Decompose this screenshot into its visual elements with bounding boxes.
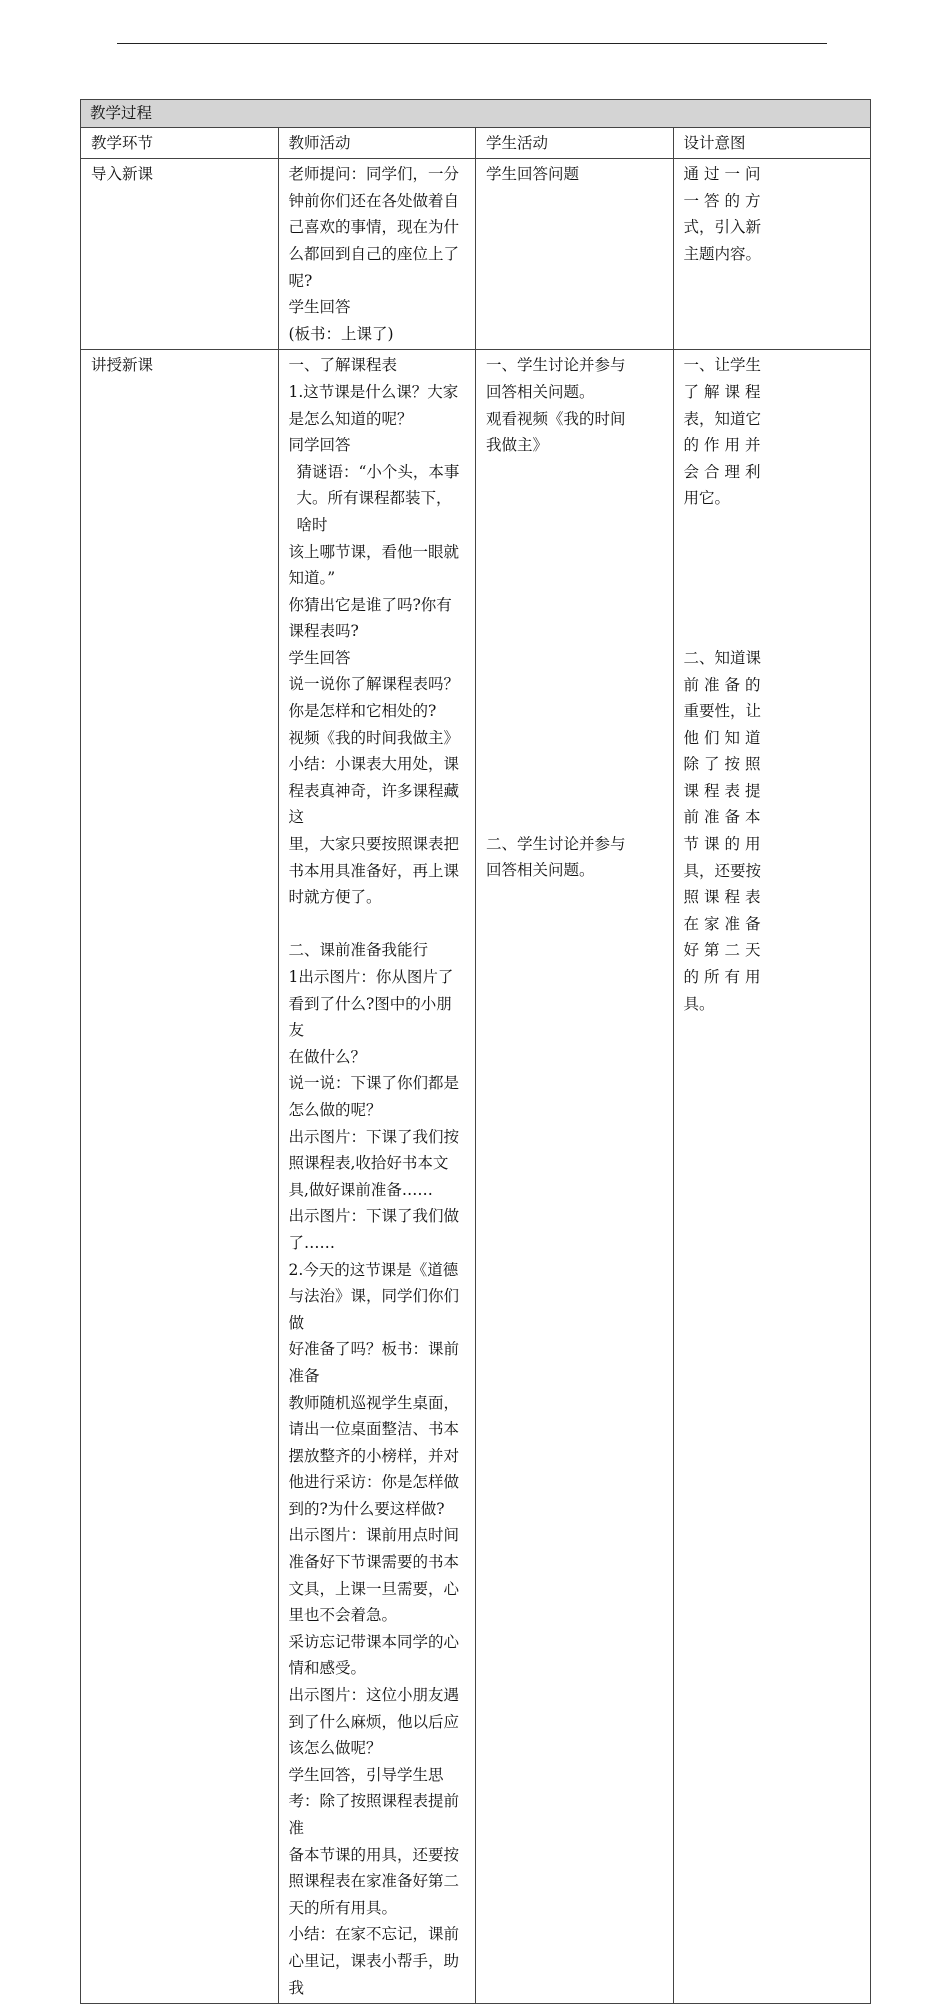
text-line: 文具，上课一旦需要，心里也不会着急。	[288, 1579, 460, 1625]
text-line: 具,做好课前准备……	[288, 1180, 433, 1199]
section-title: 教学过程	[81, 100, 871, 128]
text-line: 观看视频《我的时间	[486, 409, 626, 428]
text-line: 学生回答	[288, 648, 351, 667]
text-line: 我做主》	[486, 436, 549, 455]
text-line: 呢?	[288, 271, 313, 290]
text-line: 式，引入新	[683, 218, 762, 237]
text-line: 回答相关问题。	[486, 861, 595, 880]
text-line: 好准备了吗？板书：课前准备	[288, 1340, 460, 1385]
text-line: 备本节课的用具，还要按照课程表在家准备好第二	[288, 1845, 460, 1891]
text-line: 一、学生讨论并参与	[486, 356, 626, 375]
text-line: 出示图片：课前用点时间准备好下节课需要的书本	[288, 1526, 460, 1572]
text-line: 摆放整齐的小榜样，并对他进行采访：你是怎样做	[288, 1446, 460, 1492]
table-header-row	[81, 127, 871, 159]
text-line: 用它。	[683, 489, 731, 508]
table-row-intro	[81, 159, 871, 350]
text-line: 的作用并	[683, 436, 766, 455]
text-line: 好第二天	[683, 941, 766, 960]
stage-new-lesson: 讲授新课	[81, 350, 279, 2004]
text-line: 二、知道课	[683, 648, 762, 667]
text-line: 说一说：下课了你们都是怎么做的呢？	[288, 1074, 460, 1119]
header-stage: 教学环节	[81, 127, 279, 159]
text-line: 他们知道	[683, 728, 766, 747]
student-activity-intro	[476, 159, 674, 350]
text-line: 教师随机巡视学生桌面，请出一位桌面整洁、书本	[288, 1393, 460, 1439]
text-line: 2.今天的这节课是《道德与法治》课，同学们你们做	[288, 1260, 460, 1332]
table-title-row	[81, 100, 871, 128]
text-line: 二、学生讨论并参与	[486, 834, 626, 853]
text-line: 具。	[683, 994, 715, 1013]
text-line: (板书：上课了)	[288, 324, 394, 343]
text-line: 课程表提	[683, 781, 766, 800]
text-line: 1出示图片：你从图片了看到了什么?图中的小朋友	[288, 968, 454, 1040]
text-line: 学生回答	[288, 298, 351, 317]
text-line: 天的所有用具。	[288, 1898, 398, 1917]
table-row-new-lesson	[81, 350, 871, 2004]
text-line: 小结：小课表大用处，课程表真神奇，许多课程藏这	[288, 755, 460, 827]
text-line: 表，知道它	[683, 409, 762, 428]
text-line: 该怎么做呢？	[288, 1739, 382, 1758]
design-intent-new-lesson	[673, 350, 871, 2004]
text-line: 了解课程	[683, 382, 766, 401]
text-line: 1.这节课是什么课？大家是怎么知道的呢？	[288, 382, 459, 428]
text-line: 出示图片：下课了我们做了……	[288, 1207, 460, 1252]
text-line: 在家准备	[683, 914, 766, 933]
text-line: 前准备本	[683, 808, 766, 827]
text-line: 在做什么？	[288, 1047, 367, 1066]
header-intent: 设计意图	[673, 127, 871, 159]
text-line: 会合理利	[683, 462, 766, 481]
text-line: 具，还要按	[683, 861, 762, 880]
header-teacher: 教师活动	[278, 127, 476, 159]
text-line: 到的?为什么要这样做?	[288, 1499, 445, 1518]
text-line: 主题内容。	[683, 244, 762, 263]
teacher-activity-new-lesson	[278, 350, 476, 2004]
text-line: 学生回答问题	[486, 165, 580, 184]
text-line: 出示图片：这位小朋友遇到了什么麻烦，他以后应	[288, 1686, 460, 1731]
text-line: 一答的方	[683, 191, 766, 210]
text-line: 该上哪节课，看他一眼就知道。”	[288, 542, 460, 588]
text-line: 时就方便了。	[288, 888, 382, 907]
text-line: 里，大家只要按照课表把书本用具准备好，再上课	[288, 835, 460, 880]
text-line: 重要性，让	[683, 702, 762, 721]
student-activity-new-lesson	[476, 350, 674, 2004]
stage-intro: 导入新课	[81, 159, 279, 350]
text-line: 采访忘记带课本同学的心情和感受。	[288, 1632, 460, 1678]
header-rule	[117, 43, 827, 44]
text-line: 的所有用	[683, 968, 766, 987]
text-line: 照课程表	[683, 888, 766, 907]
text-line: 说一说你了解课程表吗？你是怎样和它相处的?	[288, 675, 460, 721]
text-line: 回答相关问题。	[486, 382, 595, 401]
design-intent-intro	[673, 159, 871, 350]
text-line: 除了按照	[683, 755, 766, 774]
text-line: 老师提问：同学们，一分钟前你们还在各处做着自	[288, 165, 460, 210]
text-line: 视频《我的时间我做主》	[288, 728, 460, 747]
text-line: 前准备的	[683, 675, 766, 694]
text-line: 你猜出它是谁了吗?你有课程表吗?	[288, 595, 452, 641]
text-line: 猜谜语：“小个头，本事大。所有课程都装下，啥时	[296, 462, 460, 534]
text-line: 一、了解课程表	[288, 356, 398, 375]
text-line: 通过一问	[683, 165, 766, 184]
text-line: 一、让学生	[683, 356, 762, 375]
text-line: 己喜欢的事情，现在为什么都回到自己的座位上了	[288, 218, 460, 263]
lesson-table	[80, 99, 871, 2004]
text-line: 小结：在家不忘记，课前心里记，课表小帮手，助我	[288, 1925, 460, 1997]
header-student: 学生活动	[476, 127, 674, 159]
text-line: 出示图片：下课了我们按照课程表,收拾好书本文	[288, 1127, 460, 1173]
text-line: 学生回答，引导学生思考：除了按照课程表提前准	[288, 1765, 460, 1837]
text-line: 同学回答	[288, 436, 351, 455]
text-line: 节课的用	[683, 835, 766, 854]
teacher-activity-intro	[278, 159, 476, 350]
text-line: 二、课前准备我能行	[288, 941, 429, 960]
